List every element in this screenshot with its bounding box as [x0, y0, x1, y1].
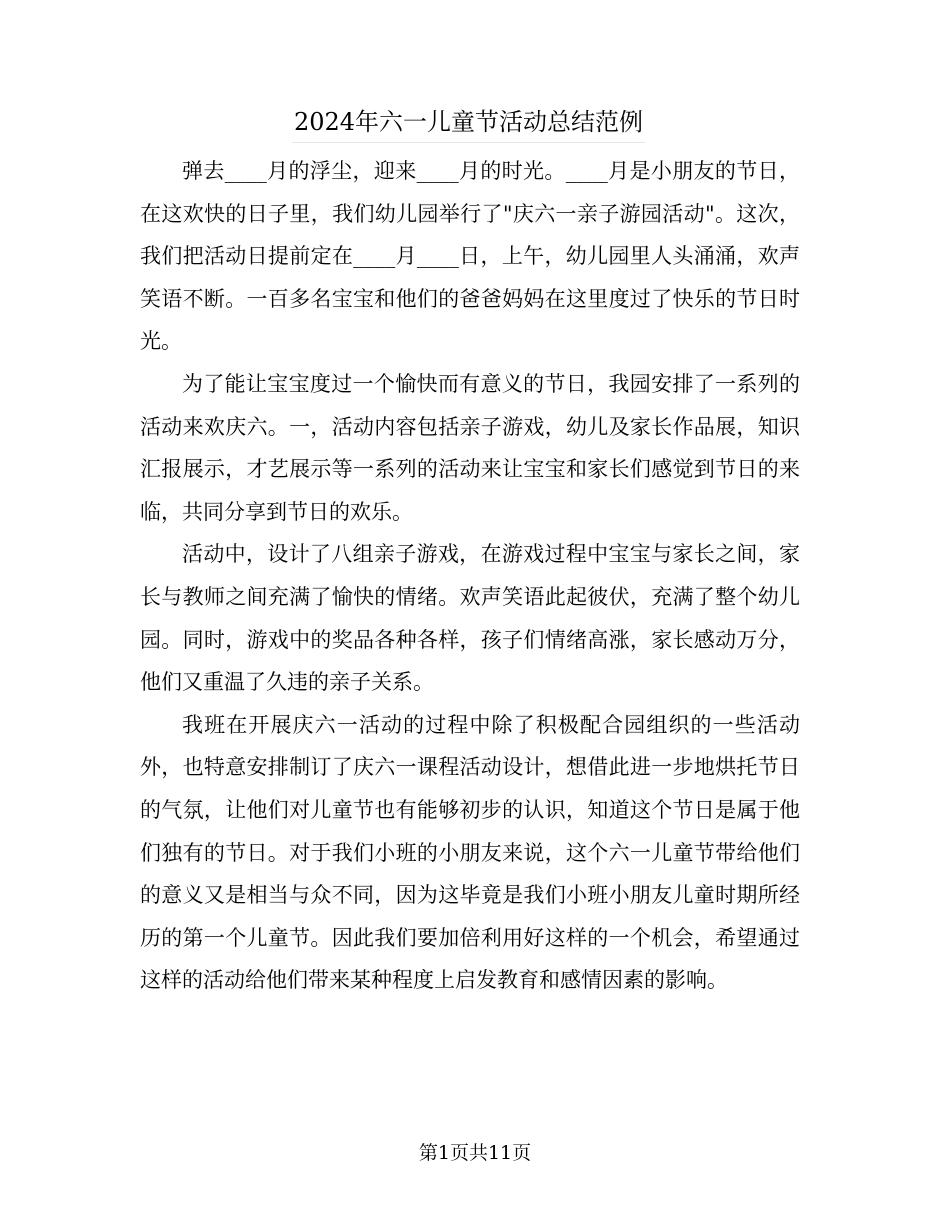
- document-title-text: 2024年六一儿童节活动总结范例: [292, 104, 645, 143]
- paragraph-4: 我班在开展庆六一活动的过程中除了积极配合园组织的一些活动外，也特意安排制订了庆六一课程活动设计，想借此进一步地烘托节日的气氛，让他们对儿童节也有能够初步的认识，知道这个节日是属于他们独有的节日。对于我们小班的小朋友来说，这个六一儿童节带给他们的意义又是相当与众不同，因为这毕竟是我们小班小朋友儿童时期所经历的第一个儿童节。因此我们要加倍利用好这样的一个机会，希望通过这样的活动给他们带来某种程度上启发教育和感情因素的影响。: [140, 712, 800, 993]
- paragraph-2: 为了能让宝宝度过一个愉快而有意义的节日，我园安排了一系列的活动来欢庆六。一，活动内容包括亲子游戏，幼儿及家长作品展，知识汇报展示，才艺展示等一系列的活动来让宝宝和家长们感觉到节日的来临，共同分享到节日的欢乐。: [140, 371, 800, 524]
- page-footer: 第1页共11页: [418, 1142, 532, 1164]
- paragraph-1: 弹去____月的浮尘，迎来____月的时光。____月是小朋友的节日，在这欢快的日子里，我们幼儿园举行了"庆六一亲子游园活动"。这次，我们把活动日提前定在____月____日，上午，幼儿园里人头涌涌，欢声笑语不断。一百多名宝宝和他们的爸爸妈妈在这里度过了快乐的节日时光。: [140, 159, 800, 354]
- document-body: [140, 150, 800, 1002]
- paragraph-3: 活动中，设计了八组亲子游戏，在游戏过程中宝宝与家长之间，家长与教师之间充满了愉快的情绪。欢声笑语此起彼伏，充满了整个幼儿园。同时，游戏中的奖品各种各样，孩子们情绪高涨，家长感动万分，他们又重温了久违的亲子关系。: [140, 542, 800, 695]
- document-title: [140, 104, 797, 143]
